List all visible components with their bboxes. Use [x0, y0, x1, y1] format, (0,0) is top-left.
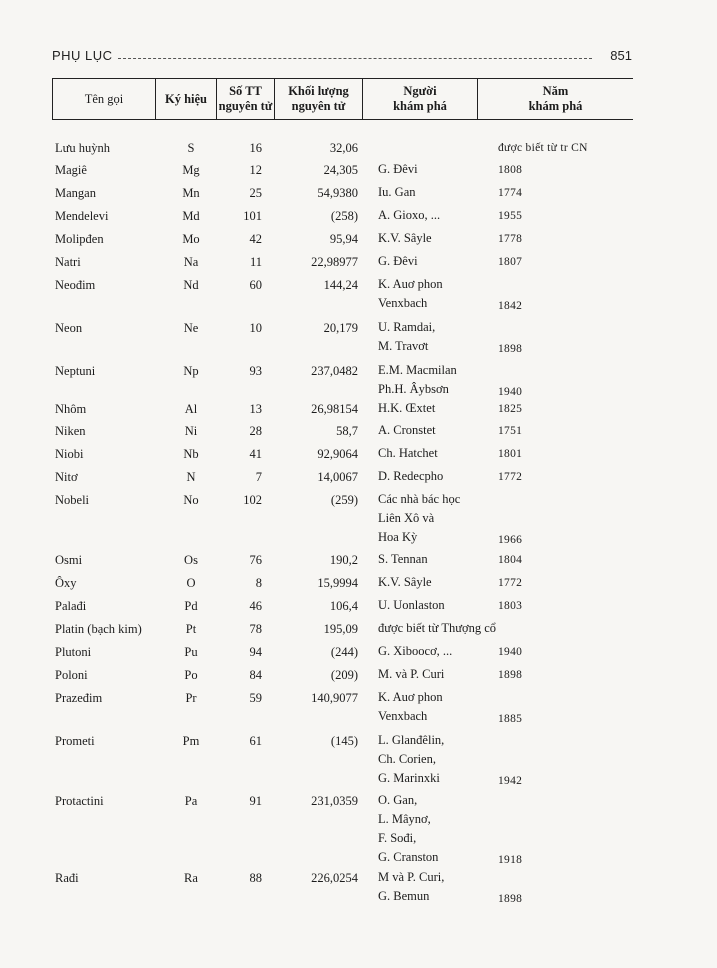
discovery-year: 1772	[498, 471, 523, 483]
discoverer-line: K. Auơ phon	[378, 277, 443, 291]
discovery-year: 1804	[498, 554, 523, 566]
discovery-year: được biết từ tr CN	[498, 142, 588, 154]
discoverer	[378, 688, 443, 726]
atomic-mass: 32,06	[329, 141, 358, 155]
element-name: Rađi	[55, 871, 79, 885]
discoverer	[378, 490, 460, 547]
discoverer-line: H.K. Œxtet	[378, 401, 436, 415]
discoverer	[378, 444, 438, 463]
discoverer-line: Các nhà bác học	[378, 492, 461, 506]
discovery-year: 1808	[498, 164, 523, 176]
element-symbol: Md	[182, 209, 200, 223]
col-header-symbol: Ký hiệu	[156, 79, 217, 119]
atomic-mass: 54,9380	[317, 186, 358, 200]
discoverer	[378, 183, 416, 202]
discoverer-line: U. Ramdai,	[378, 320, 436, 334]
discoverer-line: Ch. Hatchet	[378, 446, 438, 460]
discoverer-line: E.M. Macmilan	[378, 363, 457, 377]
discoverer	[378, 642, 452, 661]
discoverer	[378, 596, 445, 615]
atomic-number: 93	[249, 364, 262, 378]
element-name: Osmi	[55, 553, 83, 567]
discoverer-line: M. và P. Curi	[378, 667, 445, 681]
discoverer-line: được biết từ Thượng cổ	[378, 621, 497, 635]
discoverer-line: M. Travơt	[378, 339, 429, 353]
discoverer-line: D. Redecpho	[378, 469, 444, 483]
atomic-mass: 106,4	[329, 599, 358, 613]
discoverer	[378, 868, 444, 906]
element-name: Lưu huỳnh	[55, 141, 111, 155]
atomic-number: 78	[249, 622, 262, 636]
atomic-mass: 58,7	[336, 424, 358, 438]
element-symbol: Al	[184, 402, 198, 416]
atomic-mass: 195,09	[323, 622, 358, 636]
atomic-number: 94	[249, 645, 262, 659]
discoverer-line: K.V. Sâyle	[378, 575, 432, 589]
discovery-year: 1801	[498, 448, 523, 460]
atomic-number: 13	[249, 402, 262, 416]
discoverer-line: Venxbach	[378, 296, 428, 310]
discoverer	[378, 361, 457, 399]
element-symbol: Pd	[184, 599, 198, 613]
element-name: Neptuni	[55, 364, 96, 378]
discovery-year: 1940	[498, 386, 523, 398]
discovery-year: 1825	[498, 403, 523, 415]
atomic-mass: 95,94	[329, 232, 358, 246]
atomic-mass: 14,0067	[317, 470, 358, 484]
element-symbol: Mo	[182, 232, 200, 246]
atomic-number: 16	[249, 141, 262, 155]
element-name: Ôxy	[55, 576, 77, 590]
element-symbol: Nb	[183, 447, 199, 461]
discoverer	[378, 619, 496, 638]
discoverer-line: Iu. Gan	[378, 185, 416, 199]
element-name: Neođim	[55, 278, 96, 292]
element-symbol: Ra	[184, 871, 198, 885]
discoverer	[378, 275, 443, 313]
discoverer	[378, 206, 440, 225]
discoverer	[378, 550, 428, 569]
discovery-year: 1842	[498, 300, 523, 312]
atomic-mass: 231,0359	[311, 794, 358, 808]
discoverer-line: F. Sođi,	[378, 831, 417, 845]
discoverer	[378, 160, 418, 179]
discoverer-line: G. Đêvi	[378, 254, 418, 268]
element-name: Nhôm	[55, 402, 87, 416]
discoverer-line: A. Cronstet	[378, 423, 436, 437]
discovery-year: 1955	[498, 210, 523, 222]
atomic-number: 42	[249, 232, 262, 246]
element-name: Niken	[55, 424, 86, 438]
discoverer-line: A. Gioxo, ...	[378, 208, 441, 222]
element-name: Prazeđim	[55, 691, 103, 705]
discovery-year: 1778	[498, 233, 523, 245]
discoverer-line: S. Tennan	[378, 552, 428, 566]
discoverer	[378, 665, 444, 684]
discoverer-line: G. Marinxki	[378, 771, 440, 785]
discoverer-line: Ph.H. Âybsơn	[378, 382, 449, 396]
element-symbol: Mn	[182, 186, 200, 200]
atomic-mass: (259)	[330, 493, 358, 507]
page-number: 851	[610, 48, 632, 63]
col-header-number: Số TT nguyên tử	[217, 79, 275, 119]
atomic-mass: 26,98154	[311, 402, 358, 416]
discoverer	[378, 318, 435, 356]
discovery-year: 1898	[498, 669, 523, 681]
page-header-title: PHỤ LỤC	[52, 48, 113, 63]
atomic-mass: 20,179	[323, 321, 358, 335]
element-symbol: Nd	[183, 278, 199, 292]
element-name: Protactini	[55, 794, 104, 808]
atomic-mass: 237,0482	[311, 364, 358, 378]
atomic-mass: 226,0254	[311, 871, 358, 885]
atomic-mass: (258)	[330, 209, 358, 223]
atomic-number: 41	[249, 447, 262, 461]
discoverer-line: M và P. Curi,	[378, 870, 445, 884]
atomic-number: 61	[249, 734, 262, 748]
discovery-year: 1807	[498, 256, 523, 268]
element-symbol: Np	[183, 364, 199, 378]
discovery-year: 1803	[498, 600, 523, 612]
discoverer-line: Ch. Corien,	[378, 752, 436, 766]
atomic-number: 101	[243, 209, 262, 223]
atomic-number: 28	[249, 424, 262, 438]
atomic-mass: 15,9994	[317, 576, 358, 590]
element-name: Prometi	[55, 734, 95, 748]
element-name: Nobeli	[55, 493, 90, 507]
atomic-mass: 140,9077	[311, 691, 358, 705]
element-symbol: No	[183, 493, 199, 507]
discovery-year: 1918	[498, 854, 523, 866]
atomic-number: 8	[255, 576, 262, 590]
discovery-year: 1898	[498, 343, 523, 355]
element-name: Poloni	[55, 668, 88, 682]
atomic-mass: (209)	[330, 668, 358, 682]
discoverer-line: L. Mâynơ,	[378, 812, 431, 826]
element-name: Natri	[55, 255, 81, 269]
discoverer	[378, 467, 443, 486]
element-symbol: O	[186, 576, 196, 590]
discovery-year: 1751	[498, 425, 523, 437]
discovery-year: 1898	[498, 893, 523, 905]
element-name: Magiê	[55, 163, 87, 177]
atomic-number: 102	[243, 493, 262, 507]
discovery-year: 1966	[498, 534, 523, 546]
element-symbol: Pr	[185, 691, 197, 705]
element-name: Plutoni	[55, 645, 92, 659]
atomic-mass: 92,9064	[317, 447, 358, 461]
discoverer-line: G. Bemun	[378, 889, 430, 903]
atomic-mass: 24,305	[323, 163, 358, 177]
discoverer	[378, 399, 435, 418]
discoverer-line: G. Cranston	[378, 850, 439, 864]
discovery-year: 1774	[498, 187, 523, 199]
element-symbol: Ne	[183, 321, 199, 335]
discoverer-line: Hoa Kỳ	[378, 530, 418, 544]
element-symbol: Os	[184, 553, 198, 567]
atomic-number: 88	[249, 871, 262, 885]
discovery-year: 1772	[498, 577, 523, 589]
element-name: Platin (bạch kim)	[55, 622, 142, 636]
atomic-number: 76	[249, 553, 262, 567]
col-header-name: Tên gọi	[53, 79, 156, 119]
col-header-mass: Khối lượng nguyên tử	[275, 79, 363, 119]
discovery-year: 1940	[498, 646, 523, 658]
discoverer-line: K. Auơ phon	[378, 690, 443, 704]
element-symbol: Pm	[182, 734, 200, 748]
discoverer-line: L. Glanđêlin,	[378, 733, 445, 747]
element-name: Molipđen	[55, 232, 104, 246]
atomic-mass: 22,98977	[311, 255, 358, 269]
element-symbol: Pt	[185, 622, 197, 636]
discovery-year: 1885	[498, 713, 523, 725]
element-name: Nitơ	[55, 470, 78, 484]
atomic-mass: (244)	[330, 645, 358, 659]
element-symbol: Na	[183, 255, 199, 269]
discoverer-line: O. Gan,	[378, 793, 418, 807]
atomic-number: 7	[255, 470, 262, 484]
element-symbol: Pu	[184, 645, 198, 659]
element-symbol: Ni	[184, 424, 198, 438]
element-symbol: S	[187, 141, 195, 155]
atomic-mass: (145)	[330, 734, 358, 748]
atomic-number: 11	[249, 255, 262, 269]
element-symbol: Pa	[184, 794, 198, 808]
discoverer	[378, 421, 436, 440]
atomic-number: 59	[249, 691, 262, 705]
element-symbol: Mg	[182, 163, 200, 177]
discoverer	[378, 791, 438, 867]
discovery-year: 1942	[498, 775, 523, 787]
discoverer-line: G. Xiboocơ, ...	[378, 644, 453, 658]
discoverer-line: Liên Xô và	[378, 511, 435, 525]
col-header-discoverer: Người khám phá	[363, 79, 478, 119]
discoverer	[378, 573, 432, 592]
atomic-number: 46	[249, 599, 262, 613]
atomic-number: 60	[249, 278, 262, 292]
discoverer-line: Venxbach	[378, 709, 428, 723]
element-name: Neon	[55, 321, 83, 335]
atomic-number: 84	[249, 668, 262, 682]
atomic-number: 25	[249, 186, 262, 200]
element-symbol: Po	[184, 668, 198, 682]
element-name: Mangan	[55, 186, 96, 200]
atomic-number: 12	[249, 163, 262, 177]
discoverer-line: K.V. Sâyle	[378, 231, 432, 245]
element-name: Mendelevi	[55, 209, 109, 223]
element-name: Niobi	[55, 447, 84, 461]
atomic-mass: 144,24	[323, 278, 358, 292]
element-name: Palađi	[55, 599, 87, 613]
atomic-mass: 190,2	[329, 553, 358, 567]
discoverer	[378, 731, 444, 788]
discoverer	[378, 229, 432, 248]
discoverer-line: U. Uonlaston	[378, 598, 445, 612]
element-symbol: N	[186, 470, 196, 484]
atomic-number: 91	[249, 794, 262, 808]
discoverer-line: G. Đêvi	[378, 162, 418, 176]
atomic-number: 10	[249, 321, 262, 335]
col-header-year: Năm khám phá	[528, 84, 583, 113]
discoverer	[378, 252, 418, 271]
